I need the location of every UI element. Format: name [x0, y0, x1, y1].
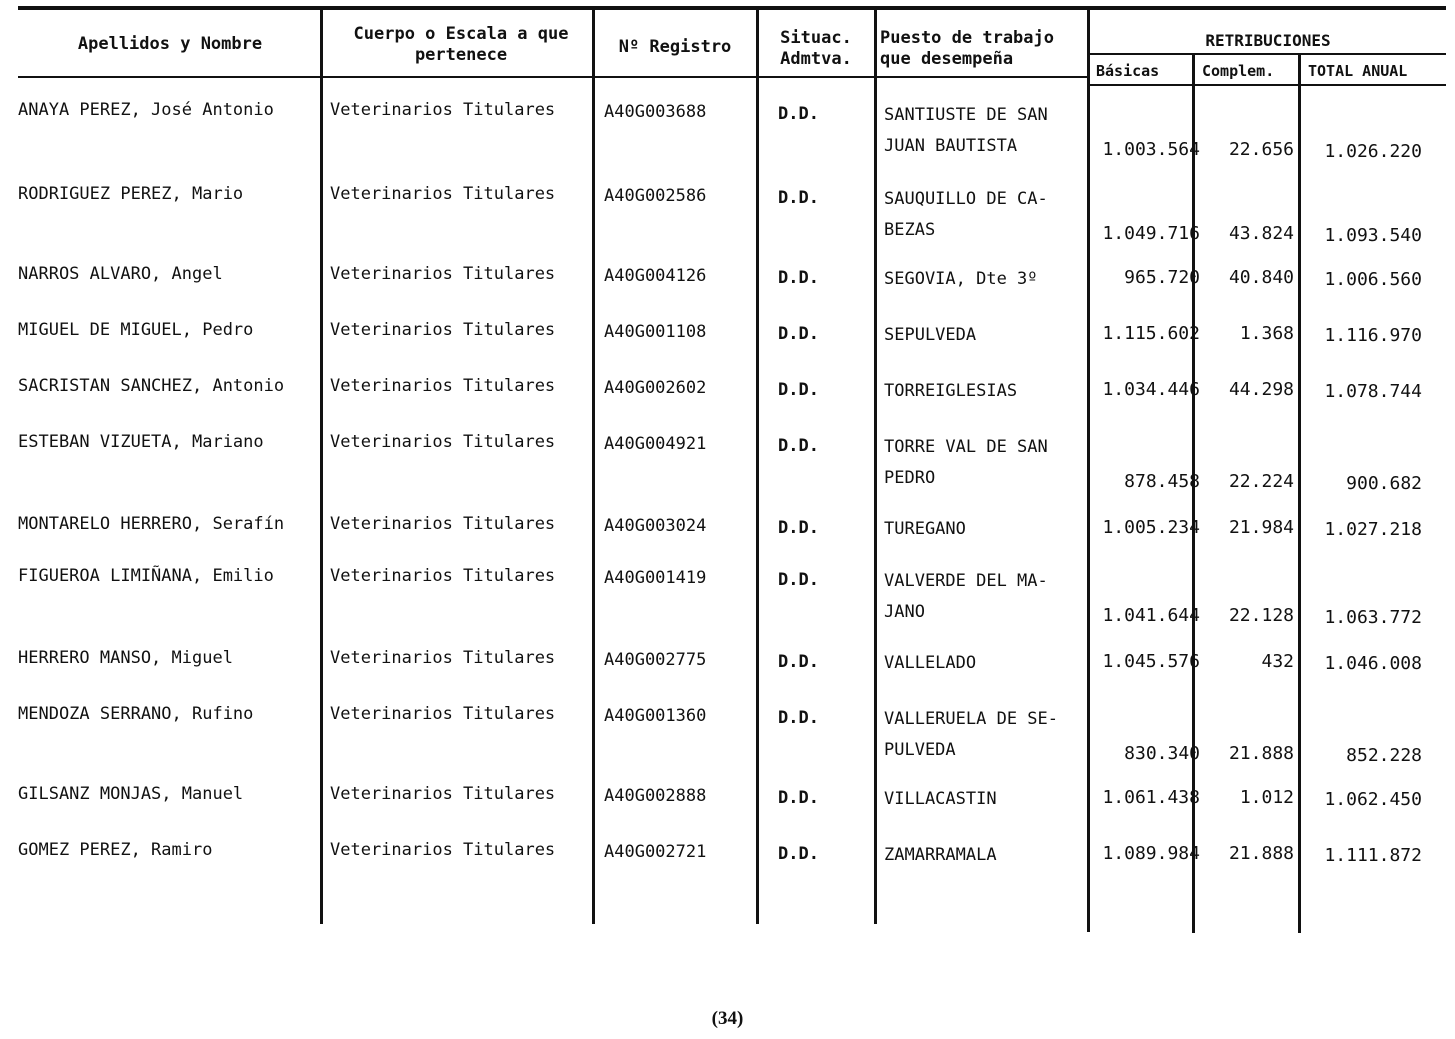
cell-total: 1.026.220 [1324, 141, 1422, 162]
cell-registro: A40G001360 [604, 706, 707, 726]
subheader-rule [1088, 84, 1446, 86]
cell-complem: 22.224 [1228, 471, 1294, 492]
cell-cuerpo: Veterinarios Titulares [330, 432, 556, 452]
cell-registro: A40G002721 [604, 842, 707, 862]
header-cuerpo: Cuerpo o Escala a que pertenece [353, 24, 569, 65]
cell-situacion: D.D. [778, 268, 819, 288]
cell-nombre: NARROS ALVARO, Angel [18, 264, 223, 284]
cell-basicas: 878.458 [1124, 471, 1200, 492]
cell-registro: A40G002602 [604, 378, 707, 398]
cell-nombre: MONTARELO HERRERO, Serafín [18, 514, 285, 534]
cell-registro: A40G001108 [604, 322, 707, 342]
cell-nombre: ESTEBAN VIZUETA, Mariano [18, 432, 264, 452]
cell-registro: A40G002775 [604, 650, 707, 670]
cell-cuerpo: Veterinarios Titulares [330, 184, 556, 204]
cell-complem: 22.656 [1228, 139, 1294, 160]
cell-cuerpo: Veterinarios Titulares [330, 566, 556, 586]
header-total: TOTAL ANUAL [1308, 62, 1408, 80]
page-number: (34) [711, 1008, 744, 1029]
cell-complem: 21.888 [1228, 843, 1294, 864]
cell-registro: A40G002586 [604, 186, 707, 206]
cell-situacion: D.D. [778, 518, 819, 538]
cell-puesto: SANTIUSTE DE SAN JUAN BAUTISTA [884, 105, 1048, 156]
cell-nombre: SACRISTAN SANCHEZ, Antonio [18, 376, 285, 396]
header-complem: Complem. [1202, 62, 1275, 80]
cell-nombre: GOMEZ PEREZ, Ramiro [18, 840, 213, 860]
cell-cuerpo: Veterinarios Titulares [330, 648, 556, 668]
cell-cuerpo: Veterinarios Titulares [330, 840, 556, 860]
cell-basicas: 1.089.984 [1102, 843, 1200, 864]
column-divider [592, 8, 595, 924]
cell-puesto: TORREIGLESIAS [884, 381, 1018, 401]
cell-cuerpo: Veterinarios Titulares [330, 264, 556, 284]
cell-nombre: MENDOZA SERRANO, Rufino [18, 704, 254, 724]
cell-basicas: 1.049.716 [1102, 223, 1200, 244]
cell-basicas: 1.061.438 [1102, 787, 1200, 808]
cell-basicas: 830.340 [1124, 743, 1200, 764]
cell-cuerpo: Veterinarios Titulares [330, 704, 556, 724]
cell-complem: 22.128 [1228, 605, 1294, 626]
cell-total: 1.062.450 [1324, 789, 1422, 810]
cell-nombre: FIGUEROA LIMIÑANA, Emilio [18, 566, 274, 586]
cell-complem: 21.888 [1228, 743, 1294, 764]
cell-basicas: 1.041.644 [1102, 605, 1200, 626]
cell-situacion: D.D. [778, 844, 819, 864]
cell-situacion: D.D. [778, 188, 819, 208]
cell-situacion: D.D. [778, 652, 819, 672]
cell-registro: A40G003024 [604, 516, 707, 536]
cell-situacion: D.D. [778, 436, 819, 456]
cell-total: 1.093.540 [1324, 225, 1422, 246]
cell-nombre: MIGUEL DE MIGUEL, Pedro [18, 320, 254, 340]
cell-basicas: 965.720 [1124, 267, 1200, 288]
cell-cuerpo: Veterinarios Titulares [330, 376, 556, 396]
cell-basicas: 1.003.564 [1102, 139, 1200, 160]
header-basicas: Básicas [1096, 62, 1160, 80]
cell-total: 852.228 [1346, 745, 1422, 766]
cell-nombre: RODRIGUEZ PEREZ, Mario [18, 184, 244, 204]
cell-puesto: TUREGANO [884, 519, 966, 539]
cell-registro: A40G003688 [604, 102, 707, 122]
cell-registro: A40G002888 [604, 786, 707, 806]
cell-basicas: 1.034.446 [1102, 379, 1200, 400]
header-apellidos: Apellidos y Nombre [77, 34, 263, 54]
header-registro: Nº Registro [618, 37, 732, 57]
cell-basicas: 1.005.234 [1102, 517, 1200, 538]
cell-basicas: 1.045.576 [1102, 651, 1200, 672]
cell-total: 1.006.560 [1324, 269, 1422, 290]
header-situacion: Situac. Admtva. [780, 28, 852, 69]
cell-cuerpo: Veterinarios Titulares [330, 100, 556, 120]
column-divider [874, 8, 877, 924]
cell-puesto: SEPULVEDA [884, 325, 977, 345]
cell-puesto: VALLELADO [884, 653, 977, 673]
cell-registro: A40G001419 [604, 568, 707, 588]
cell-complem: 43.824 [1228, 223, 1294, 244]
cell-puesto: SAUQUILLO DE CA- BEZAS [884, 189, 1048, 240]
cell-basicas: 1.115.602 [1102, 323, 1200, 344]
retribuciones-rule [1088, 53, 1446, 55]
cell-situacion: D.D. [778, 570, 819, 590]
cell-total: 1.027.218 [1324, 519, 1422, 540]
cell-situacion: D.D. [778, 380, 819, 400]
header-puesto: Puesto de trabajo que desempeña [880, 28, 1054, 69]
cell-nombre: ANAYA PEREZ, José Antonio [18, 100, 274, 120]
cell-registro: A40G004921 [604, 434, 707, 454]
header-retribuciones: RETRIBUCIONES [1205, 31, 1331, 50]
cell-nombre: GILSANZ MONJAS, Manuel [18, 784, 244, 804]
cell-complem: 432 [1261, 651, 1294, 672]
cell-situacion: D.D. [778, 104, 819, 124]
cell-registro: A40G004126 [604, 266, 707, 286]
cell-cuerpo: Veterinarios Titulares [330, 784, 556, 804]
cell-puesto: TORRE VAL DE SAN PEDRO [884, 437, 1048, 488]
cell-puesto: ZAMARRAMALA [884, 845, 997, 865]
column-divider [320, 8, 323, 924]
cell-puesto: VALLERUELA DE SE- PULVEDA [884, 709, 1058, 760]
cell-cuerpo: Veterinarios Titulares [330, 514, 556, 534]
cell-total: 1.063.772 [1324, 607, 1422, 628]
cell-total: 1.078.744 [1324, 381, 1422, 402]
cell-situacion: D.D. [778, 708, 819, 728]
cell-complem: 21.984 [1228, 517, 1294, 538]
cell-complem: 44.298 [1228, 379, 1294, 400]
cell-total: 900.682 [1346, 473, 1422, 494]
header-rule [18, 76, 1088, 78]
column-divider [756, 8, 759, 924]
cell-total: 1.111.872 [1324, 845, 1422, 866]
cell-puesto: VALVERDE DEL MA- JANO [884, 571, 1048, 622]
cell-puesto: SEGOVIA, Dte 3º [884, 269, 1038, 289]
cell-situacion: D.D. [778, 324, 819, 344]
cell-complem: 1.368 [1239, 323, 1294, 344]
cell-complem: 40.840 [1228, 267, 1294, 288]
top-rule [18, 6, 1446, 10]
cell-situacion: D.D. [778, 788, 819, 808]
cell-puesto: VILLACASTIN [884, 789, 997, 809]
cell-complem: 1.012 [1239, 787, 1294, 808]
cell-total: 1.046.008 [1324, 653, 1422, 674]
cell-nombre: HERRERO MANSO, Miguel [18, 648, 233, 668]
cell-total: 1.116.970 [1324, 325, 1422, 346]
cell-cuerpo: Veterinarios Titulares [330, 320, 556, 340]
